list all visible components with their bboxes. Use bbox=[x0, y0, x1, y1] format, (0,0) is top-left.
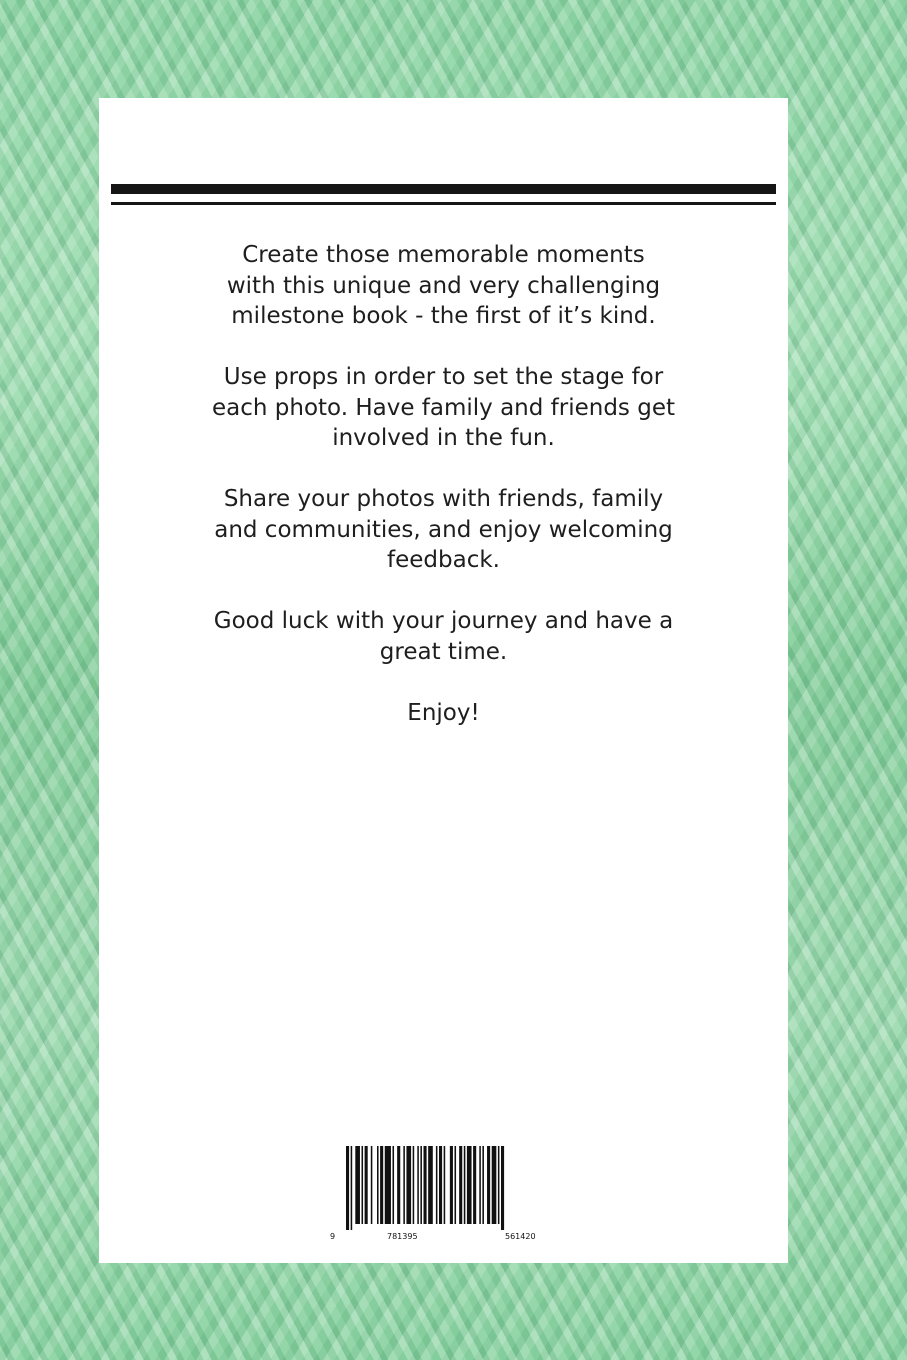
barcode-bar bbox=[355, 1146, 360, 1224]
blurb-line: each photo. Have family and friends get bbox=[211, 394, 675, 421]
blurb-line: milestone book - the first of it’s kind. bbox=[231, 303, 656, 329]
blurb-text bbox=[159, 240, 728, 759]
blurb-paragraph-1 bbox=[159, 240, 728, 332]
barcode-bar bbox=[473, 1146, 476, 1224]
blurb-line: Good luck with your journey and have a bbox=[213, 608, 674, 634]
barcode-bar bbox=[362, 1146, 364, 1224]
blurb-line: involved in the fun. bbox=[332, 425, 555, 451]
barcode-bar bbox=[413, 1146, 415, 1224]
blurb-paragraph-2 bbox=[159, 362, 728, 454]
barcode-bar bbox=[450, 1146, 453, 1224]
barcode-bar bbox=[479, 1146, 481, 1224]
barcode-bar bbox=[377, 1146, 379, 1224]
barcode-bar bbox=[424, 1146, 427, 1224]
barcode-bar bbox=[428, 1146, 433, 1224]
barcode-bar bbox=[464, 1146, 466, 1224]
barcode-bar bbox=[365, 1146, 368, 1224]
barcode-bar bbox=[403, 1146, 405, 1224]
barcode-digit-first: 9 bbox=[330, 1232, 336, 1241]
blurb-closing: Enjoy! bbox=[407, 699, 480, 726]
blurb-paragraph-4 bbox=[159, 606, 728, 667]
barcode-bar bbox=[467, 1146, 472, 1224]
blurb-line: Share your photos with friends, family bbox=[223, 486, 664, 512]
barcode-bar bbox=[492, 1146, 497, 1224]
barcode-bar bbox=[393, 1146, 395, 1224]
isbn-barcode bbox=[330, 1142, 576, 1247]
blurb-paragraph-3 bbox=[159, 484, 728, 576]
barcode-bar bbox=[444, 1146, 446, 1224]
barcode-bar bbox=[498, 1146, 500, 1224]
blurb-line: feedback. bbox=[387, 547, 500, 573]
barcode-bar bbox=[482, 1146, 484, 1224]
barcode-bar bbox=[385, 1146, 391, 1224]
barcode-digits-left: 781395 bbox=[387, 1232, 418, 1241]
barcode-digits-right: 561420 bbox=[505, 1232, 536, 1241]
barcode-bars bbox=[344, 1146, 576, 1230]
barcode-bar bbox=[459, 1146, 462, 1224]
blurb-line: Create those memorable moments bbox=[242, 242, 645, 268]
barcode-bar bbox=[397, 1146, 400, 1224]
blurb-line: Use props in order to set the stage for bbox=[223, 364, 664, 390]
white-text-panel bbox=[99, 98, 788, 1263]
barcode-bar bbox=[351, 1146, 353, 1230]
barcode-bar bbox=[346, 1146, 349, 1230]
blurb-line: and communities, and enjoy welcoming bbox=[214, 516, 673, 543]
barcode-bar bbox=[487, 1146, 490, 1224]
thin-divider-rule bbox=[111, 202, 776, 205]
barcode-bar bbox=[417, 1146, 419, 1224]
blurb-line: great time. bbox=[379, 638, 508, 665]
barcode-bar bbox=[439, 1146, 442, 1224]
blurb-line: with this unique and very challenging bbox=[226, 272, 661, 299]
barcode-bar bbox=[501, 1146, 504, 1230]
barcode-bar bbox=[380, 1146, 383, 1224]
barcode-bar bbox=[371, 1146, 373, 1224]
barcode-bar bbox=[420, 1146, 422, 1224]
thick-divider-rule bbox=[111, 184, 776, 194]
barcode-bar bbox=[406, 1146, 411, 1224]
barcode-bar bbox=[455, 1146, 457, 1224]
barcode-bar bbox=[436, 1146, 438, 1224]
